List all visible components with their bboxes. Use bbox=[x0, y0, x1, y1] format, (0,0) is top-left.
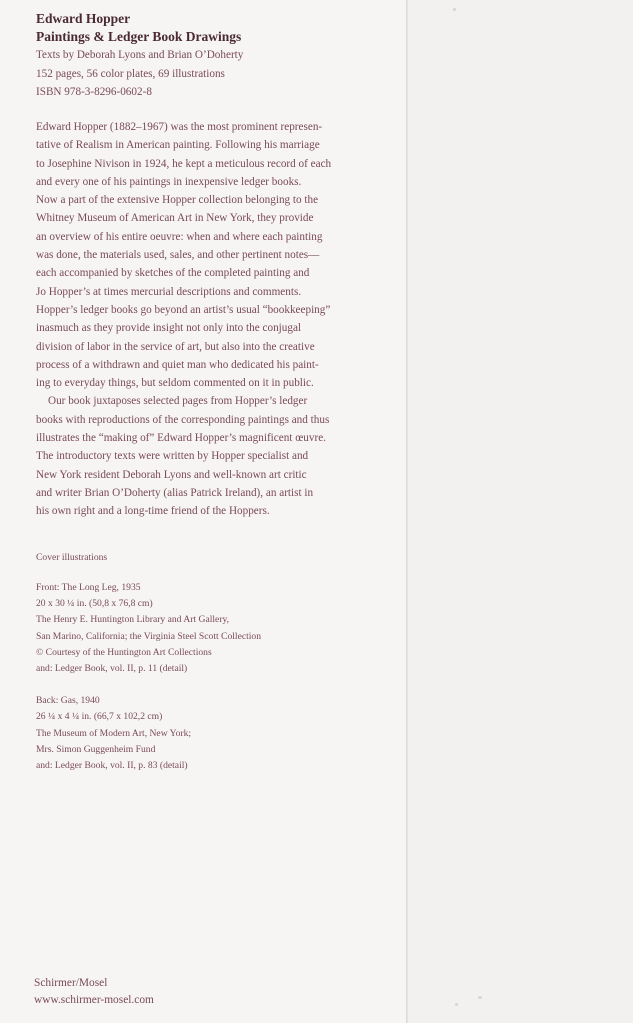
blurb-text bbox=[36, 118, 376, 521]
inner-cover-panel bbox=[408, 0, 633, 1023]
publisher-name: Schirmer/Mosel bbox=[34, 977, 108, 989]
publisher-footer bbox=[34, 975, 154, 1008]
book-header bbox=[36, 10, 396, 102]
book-authors: Texts by Deborah Lyons and Brian O’Doherty bbox=[36, 49, 244, 61]
book-isbn: ISBN 978-3-8296-0602-8 bbox=[36, 86, 152, 98]
paper-speck bbox=[453, 8, 456, 11]
blurb-paragraph-1: Edward Hopper (1882–1967) was the most prominent represen- tative of Realism in American painting. Following his marriage to Josephine Nivison in 1924, he kept a meticulous record of each and every one of his paintings in inexpensive ledger books. Now a part of the extensive Hopper collection belonging to the Whitney Museum of American Art in New York, they provide an overview of his entire oeuvre: when and where each painting was done, the materials used, sales, and other pertinent notes— each accompanied by sketches of the completed painting and Jo Hopper’s at times mercurial descriptions and comments. Hopper’s ledger books go beyond an artist’s usual “bookkeeping” inasmuch as they provide insight not only into the conjugal division of labor in the service of art, but also into the creative process of a withdrawn and quiet man who dedicated his paint- ing to everyday things, but seldom commented on it in public. bbox=[36, 121, 332, 390]
book-page-count: 152 pages, 56 color plates, 69 illustrations bbox=[36, 67, 225, 80]
paper-speck bbox=[455, 1003, 458, 1006]
front-cover-caption: Front: The Long Leg, 1935 20 x 30 ¼ in. (50,8 x 76,8 cm) The Henry E. Huntington Library and Art Gallery, San Marino, California; the Virginia Steel Scott Collection © Courtesy of the Huntington Art Collections and: Ledger Book, vol. II, p. 11 (detail) bbox=[36, 582, 262, 675]
blurb-paragraph-2: Our book juxtaposes selected pages from Hopper’s ledger books with reproductions of the corresponding paintings and thus illustrates the “making of” Edward Hopper’s magnificent œuvre. The introductory texts were written by Hopper specialist and New York resident Deborah Lyons and well-known art critic and writer Brian O’Doherty (alias Patrick Ireland), an artist in his own right and a long-time friend of the Hoppers. bbox=[36, 395, 330, 518]
cover-illustrations-heading: Cover illustrations bbox=[36, 552, 108, 563]
publisher-website[interactable]: www.schirmer-mosel.com bbox=[34, 993, 154, 1006]
paper-speck bbox=[478, 996, 482, 999]
back-cover-caption: Back: Gas, 1940 26 ¼ x 4 ¼ in. (66,7 x 102,2 cm) The Museum of Modern Art, New York; Mrs. Simon Guggenheim Fund and: Ledger Book, vol. II, p. 83 (detail) bbox=[36, 695, 192, 772]
cover-illustrations bbox=[36, 550, 376, 790]
book-title-line2: Paintings & Ledger Book Drawings bbox=[36, 29, 242, 44]
book-title-line1: Edward Hopper bbox=[36, 11, 131, 26]
